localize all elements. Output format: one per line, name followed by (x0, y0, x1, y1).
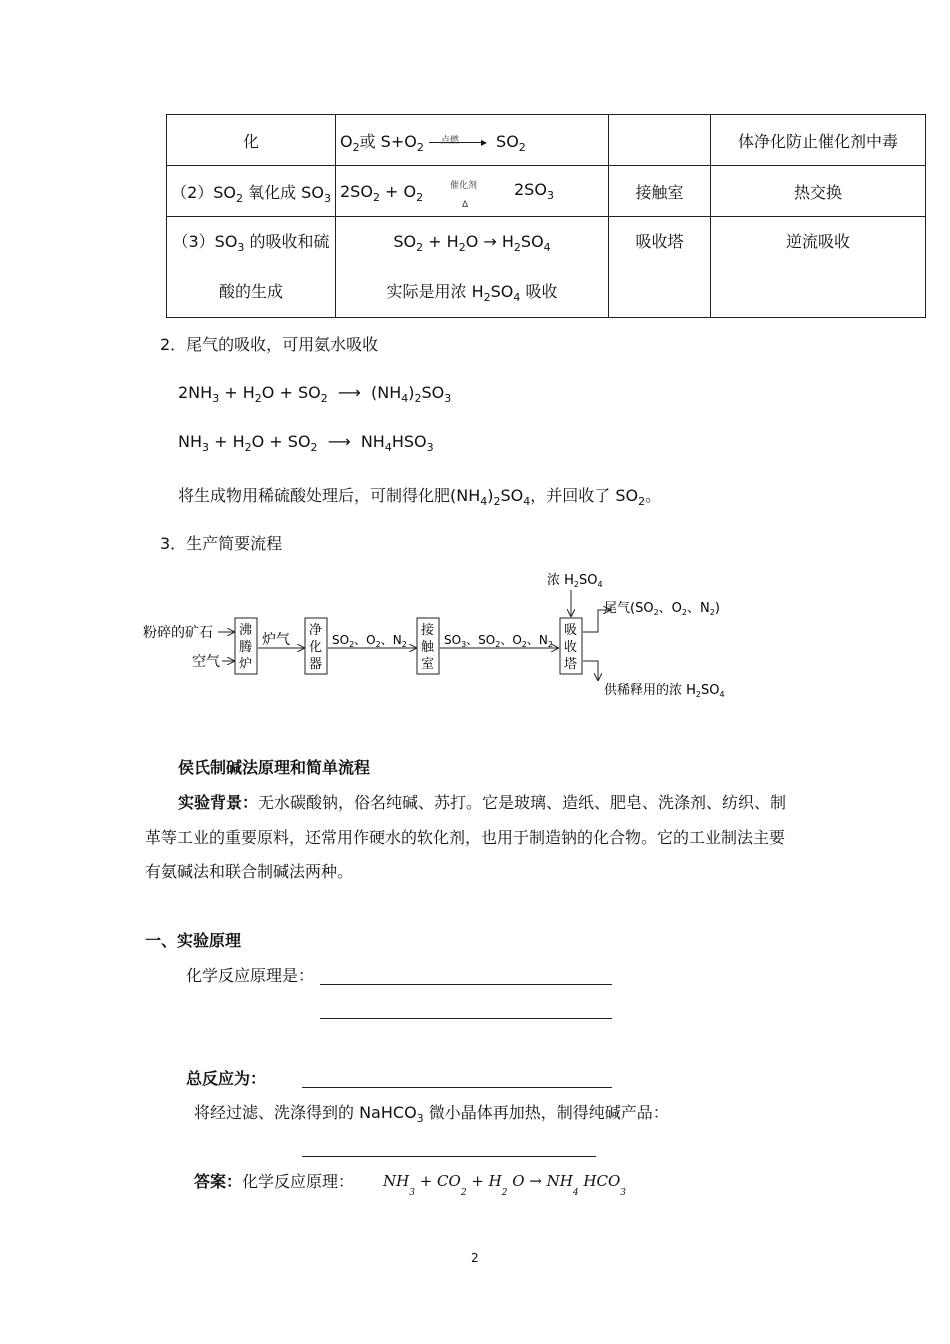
svg-text:净: 净 (309, 623, 323, 638)
hou-title: 侯氏制碱法原理和简单流程 (178, 758, 371, 777)
svg-text:沸: 沸 (239, 623, 253, 638)
principle-heading: 一、实验原理 (145, 931, 242, 950)
page-number: 2 (471, 1251, 479, 1265)
arrow-3-label: $SO_3$、$SO_2$、$O_2$、$N_2$ (444, 633, 553, 649)
answer-line: 答案：化学反应原理： (194, 1172, 355, 1191)
production-flow-diagram (140, 566, 760, 706)
input-ore-label: 粉碎的矿石 (143, 625, 213, 641)
section-3-title: 3．生产简要流程 (160, 534, 283, 553)
table-cell: $O_2$或 $S+O_2$ 点燃 ▸ $SO_2$ (336, 115, 609, 166)
svg-text:塔: 塔 (564, 657, 578, 672)
section-2-title: 2．尾气的吸收，可用氨水吸收 (160, 335, 379, 354)
svg-text:器: 器 (309, 657, 323, 672)
svg-text:腾: 腾 (239, 640, 253, 655)
background-line-2: 革等工业的重要原料，还常用作硬水的软化剂，也用于制造钠的化合物。它的工业制法主要 (145, 828, 786, 847)
table-cell: 逆流吸收 (711, 217, 926, 318)
answer-blank-2[interactable] (320, 1018, 612, 1019)
answer-blank-4[interactable] (302, 1156, 596, 1157)
svg-text:炉: 炉 (239, 657, 253, 672)
overall-reaction-label: 总反应为： (186, 1069, 267, 1088)
process-table (166, 114, 926, 318)
background-line-3: 有氨碱法和联合制碱法两种。 (145, 862, 354, 881)
arrow-2-label: $SO_2$、$O_2$、$N_2$ (332, 633, 407, 649)
reaction-principle-label: 化学反应原理是： (186, 966, 315, 985)
equation-2: $NH_3 + H_2O + SO_2$ ⟶ $NH_4HSO_3$ (178, 432, 434, 454)
table-row (167, 166, 926, 217)
input-air-label: 空气 (192, 654, 220, 670)
top-input-label: 浓 $H_2SO_4$ (547, 573, 603, 589)
table-row (167, 115, 926, 166)
section-2-note: 将生成物用稀硫酸处理后，可制得化肥$(NH_4)_2SO_4$，并回收了 $SO_2$。 (178, 486, 662, 508)
table-cell: 吸收塔 (609, 217, 711, 318)
reaction-condition: 点燃 (440, 135, 459, 146)
svg-text:触: 触 (421, 640, 435, 655)
heating-instruction: 将经过滤、洗涤得到的 NaHCO$_3$ 微小晶体再加热，制得纯碱产品： (194, 1103, 669, 1125)
table-cell: 体净化防止催化剂中毒 (711, 115, 926, 166)
table-cell: $(2)SO_2$ 氧化成 $SO_3$ (167, 166, 336, 217)
answer-blank-3[interactable] (302, 1087, 612, 1088)
bottom-output-label: 供稀释用的浓 $H_2SO_4$ (604, 683, 725, 699)
table-cell: 热交换 (711, 166, 926, 217)
table-cell: $(3)SO_3$ 的吸收和硫 酸的生成 (167, 217, 336, 318)
svg-text:接: 接 (421, 623, 435, 638)
svg-text:收: 收 (564, 640, 578, 655)
tail-gas-label: 尾气($SO_2$、$O_2$、$N_2$) (604, 601, 720, 617)
table-cell: 接触室 (609, 166, 711, 217)
svg-text:化: 化 (309, 640, 323, 655)
equation-1: $2NH_3 + H_2O + SO_2$ ⟶ $(NH_4)_2SO_3$ (178, 383, 452, 405)
furnace-gas-label: 炉气 (262, 632, 290, 648)
svg-text:室: 室 (421, 657, 435, 672)
table-cell: $2SO_2 + O_2$ 催化剂 Δ $2SO_3$ (336, 166, 609, 217)
table-cell: 化 (167, 115, 336, 166)
table-row (167, 217, 926, 318)
svg-text:吸: 吸 (564, 623, 578, 638)
answer-equation: $NH_3 + CO_2 + H_2$ $O \to NH_4$ $HCO_3$ (383, 1172, 626, 1198)
background-line-1: 实验背景：无水碳酸钠，俗名纯碱、苏打。它是玻璃、造纸、肥皂、洗涤剂、纺织、制 (178, 793, 787, 812)
table-cell (609, 115, 711, 166)
heat-label: Δ (462, 200, 469, 210)
catalyst-label: 催化剂 (450, 181, 478, 191)
table-cell: $SO_2 + H_2O \to H_2SO_4$ 实际是用浓 $H_2SO_4$ 吸收 (336, 217, 609, 318)
answer-blank-1[interactable] (320, 984, 612, 985)
